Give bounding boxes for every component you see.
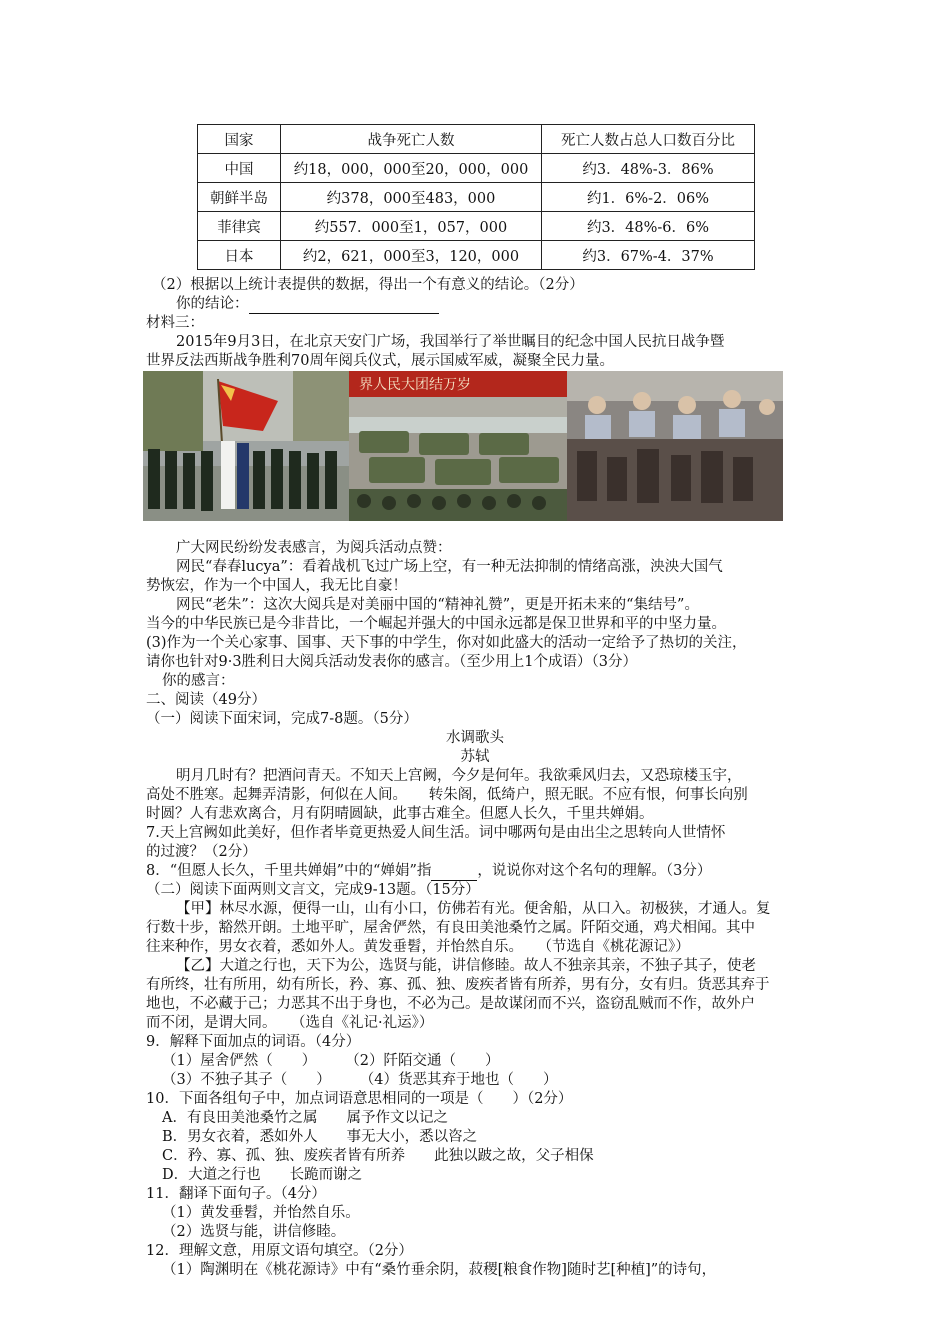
question-8 xyxy=(146,862,711,881)
table-cell: 朝鲜半岛 xyxy=(198,183,281,212)
poem-line: 高处不胜寒。起舞弄清影，何似在人间。 转朱阁，低绮户，照无眠。不应有恨，何事长向别 xyxy=(146,787,748,803)
paragraph-line: 网民“春春lucya”：看着战机飞过广场上空，有一种无法抑制的情绪高涨，泱泱大国气 xyxy=(176,559,723,575)
question-2-prompt: （2）根据以上统计表提供的数据，得出一个有意义的结论。（2分） xyxy=(152,277,584,293)
classical-text-line: 【甲】林尽水源，便得一山，山有小口，仿佛若有光。便舍船，从口入。初极狭，才通人。复 xyxy=(176,901,771,917)
table-row xyxy=(198,154,755,183)
classical-text-line: 有所终，壮有所用，幼有所长，矜、寡、孤、独、废疾者皆有所养，男有分，女有归。货恶其弃于 xyxy=(146,977,770,993)
poem-line: 时圆？人有悲欢离合，月有阴晴圆缺，此事古难全。但愿人长久，千里共婵娟。 xyxy=(146,806,654,822)
table-cell: 菲律宾 xyxy=(198,212,281,241)
poem-author: 苏轼 xyxy=(460,749,490,765)
parade-flag-photo xyxy=(143,371,349,521)
question-10: 10．下面各组句子中，加点词语意思相同的一项是（ ）（2分） xyxy=(146,1091,573,1107)
question-9-item: （3）不独子其子（ ） （4）货恶其弃于地也（ ） xyxy=(162,1072,558,1088)
table-header-cell: 国家 xyxy=(198,125,281,154)
answer-blank[interactable] xyxy=(431,866,477,881)
table-row xyxy=(198,241,755,270)
casualty-table xyxy=(197,124,755,270)
question-12-item: （1）陶渊明在《桃花源诗》中有“桑竹垂余阴，菽稷[粮食作物]随时艺[种植]”的诗句， xyxy=(162,1262,717,1278)
poem-line: 明月几时有？把酒问青天。不知天上宫阙，今夕是何年。我欲乘风归去，又恐琼楼玉宇， xyxy=(176,768,742,784)
table-cell: 约2，621，000至3，120，000 xyxy=(281,241,542,270)
classical-text-line: 而不闭，是谓大同。 （选自《礼记·礼运》） xyxy=(146,1015,434,1031)
table-header-row xyxy=(198,125,755,154)
classical-text-line: 【乙】大道之行也，天下为公，选贤与能，讲信修睦。故人不独亲其亲，不独子其子，使老 xyxy=(176,958,756,974)
paragraph-line: 2015年9月3日，在北京天安门广场，我国举行了举世瞩目的纪念中国人民抗日战争暨 xyxy=(176,334,725,350)
classical-text-line: 往来种作，男女衣着，悉如外人。黄发垂髫，并怡然自乐。 （节选自《桃花源记》） xyxy=(146,939,690,955)
paragraph-line: 当今的中华民族已是今非昔比，一个崛起并强大的中国永远都是保卫世界和平的中坚力量。 xyxy=(146,616,726,632)
paragraph-line: 广大网民纷纷发表感言，为阅兵活动点赞： xyxy=(176,540,452,556)
tiananmen-parade-photo xyxy=(349,371,567,521)
question-9-item: （1）屋舍俨然（ ） （2）阡陌交通（ ） xyxy=(162,1053,500,1069)
question-7: 的过渡？（2分） xyxy=(146,844,257,860)
table-cell: 约1．6%-2．06% xyxy=(542,183,755,212)
conclusion-line xyxy=(176,295,439,314)
reflection-label: 你的感言： xyxy=(162,673,235,689)
question-8-part: ，说说你对这个名句的理解。（3分） xyxy=(477,863,712,879)
answer-blank[interactable] xyxy=(249,299,439,314)
question-12: 12．理解文意，用原文语句填空。（2分） xyxy=(146,1243,413,1259)
banner-slogan: 界人民大团结万岁 xyxy=(359,377,471,393)
table-row xyxy=(198,183,755,212)
table-cell: 约18，000，000至20，000，000 xyxy=(281,154,542,183)
material-3-heading: 材料三： xyxy=(146,315,204,331)
question-11-item: （1）黄发垂髫，并怡然自乐。 xyxy=(162,1205,360,1221)
veterans-photo xyxy=(567,371,783,521)
table-cell: 约378，000至483，000 xyxy=(281,183,542,212)
table-header-cell: 战争死亡人数 xyxy=(281,125,542,154)
option-a: A．有良田美池桑竹之属 属予作文以记之 xyxy=(162,1110,448,1126)
table-cell: 约3．67%-4．37% xyxy=(542,241,755,270)
conclusion-label: 你的结论： xyxy=(176,296,249,312)
question-3-prompt: (3)作为一个关心家事、国事、天下事的中学生，你对如此盛大的活动一定给予了热切的关注， xyxy=(146,635,747,651)
subsection-heading: （一）阅读下面宋词，完成7-8题。（5分） xyxy=(146,711,418,727)
option-c: C．矜、寡、孤、独、废疾者皆有所养 此独以跛之故，父子相保 xyxy=(162,1148,594,1164)
question-11-item: （2）选贤与能，讲信修睦。 xyxy=(162,1224,346,1240)
option-b: B．男女衣着，悉如外人 事无大小，悉以咨之 xyxy=(162,1129,478,1145)
table-header-cell: 死亡人数占总人口数百分比 xyxy=(542,125,755,154)
paragraph-line: 世界反法西斯战争胜利70周年阅兵仪式，展示国威军威，凝聚全民力量。 xyxy=(146,353,614,369)
paragraph-line: 网民“老朱”：这次大阅兵是对美丽中国的“精神礼赞”，更是开拓未来的“集结号”。 xyxy=(176,597,699,613)
classical-text-line: 地也，不必藏于己；力恶其不出于身也，不必为己。是故谋闭而不兴，盗窃乱贼而不作，故外户 xyxy=(146,996,755,1012)
table-cell: 约3．48%-6．6% xyxy=(542,212,755,241)
paragraph-line: 势恢宏，作为一个中国人，我无比自豪！ xyxy=(146,578,407,594)
option-d: D．大道之行也 长跪而谢之 xyxy=(162,1167,363,1183)
table-cell: 日本 xyxy=(198,241,281,270)
question-8-part: 8．“但愿人长久，千里共婵娟”中的“婵娟”指 xyxy=(146,863,432,879)
table-cell: 约3．48%-3．86% xyxy=(542,154,755,183)
section-heading: 二、阅读（49分） xyxy=(146,692,266,708)
table-cell: 约557．000至1，057，000 xyxy=(281,212,542,241)
question-9: 9．解释下面加点的词语。（4分） xyxy=(146,1034,361,1050)
table-row xyxy=(198,212,755,241)
question-7: 7.天上宫阙如此美好，但作者毕竟更热爱人间生活。词中哪两句是由出尘之思转向人世情怀 xyxy=(146,825,726,841)
question-11: 11．翻译下面句子。（4分） xyxy=(146,1186,326,1202)
poem-title: 水调歌头 xyxy=(446,730,504,746)
question-3-prompt: 请你也针对9·3胜利日大阅兵活动发表你的感言。（至少用上1个成语）（3分） xyxy=(146,654,638,670)
classical-text-line: 行数十步，豁然开朗。土地平旷，屋舍俨然，有良田美池桑竹之属。阡陌交通，鸡犬相闻。其中 xyxy=(146,920,755,936)
subsection-heading: （二）阅读下面两则文言文，完成9-13题。（15分） xyxy=(146,882,480,898)
table-cell: 中国 xyxy=(198,154,281,183)
